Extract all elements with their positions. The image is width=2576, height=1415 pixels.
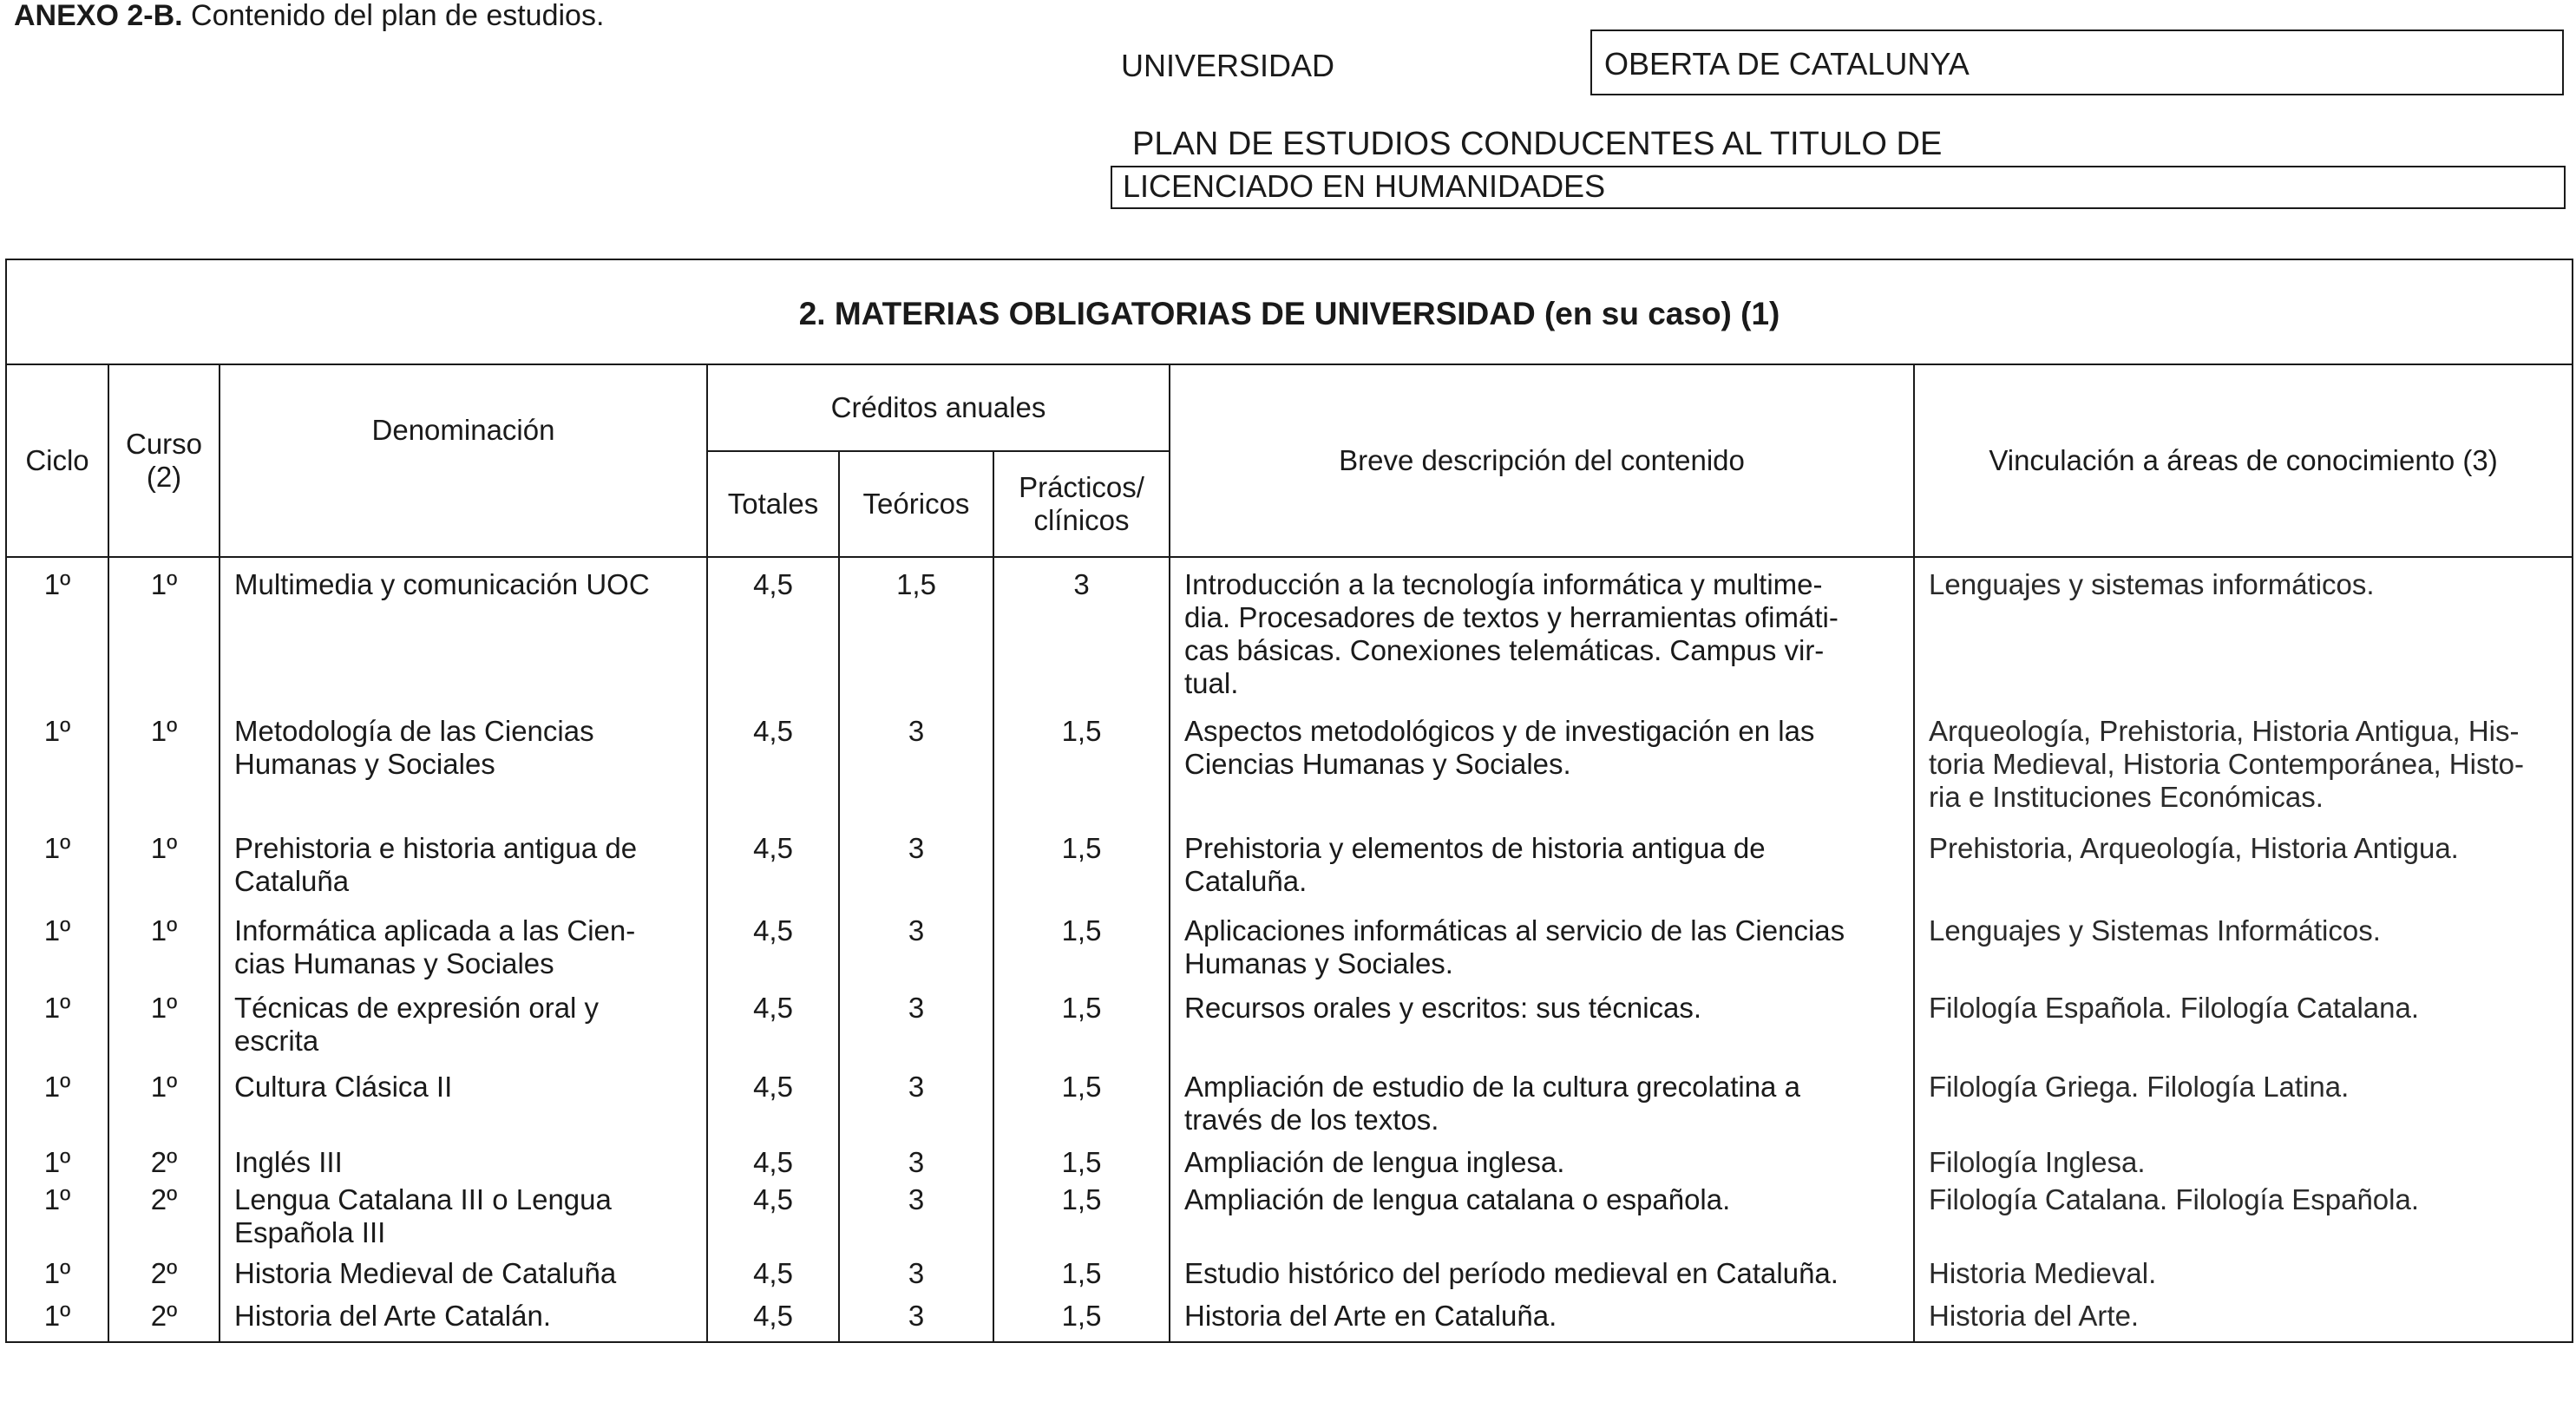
cell-practicos: 1,5 — [993, 1145, 1170, 1182]
cell-ciclo: 1º — [6, 557, 108, 714]
cell-practicos: 1,5 — [993, 1256, 1170, 1299]
table-title: 2. MATERIAS OBLIGATORIAS DE UNIVERSIDAD (en su caso) (1) — [6, 259, 2573, 364]
cell-practicos: 1,5 — [993, 914, 1170, 991]
annex-heading — [14, 0, 604, 31]
cell-denominacion: Historia Medieval de Cataluña — [220, 1256, 707, 1299]
table-row — [6, 1299, 2573, 1342]
cell-vinculacion: Prehistoria, Arqueología, Historia Antigua. — [1914, 831, 2573, 914]
cell-teoricos: 3 — [839, 914, 993, 991]
university-value: OBERTA DE CATALUNYA — [1590, 29, 2564, 95]
cell-ciclo: 1º — [6, 991, 108, 1070]
cell-practicos: 1,5 — [993, 1070, 1170, 1145]
cell-descripcion: Recursos orales y escritos: sus técnicas. — [1170, 991, 1914, 1070]
cell-denominacion: Cultura Clásica II — [220, 1070, 707, 1145]
table-row — [6, 1145, 2573, 1182]
col-ciclo-header: Ciclo — [6, 364, 108, 557]
cell-teoricos: 3 — [839, 1256, 993, 1299]
cell-descripcion: Historia del Arte en Cataluña. — [1170, 1299, 1914, 1342]
cell-ciclo: 1º — [6, 831, 108, 914]
cell-denominacion: Técnicas de expresión oral y escrita — [220, 991, 707, 1070]
cell-teoricos: 3 — [839, 1299, 993, 1342]
cell-totales: 4,5 — [707, 1145, 839, 1182]
cell-ciclo: 1º — [6, 1182, 108, 1256]
cell-denominacion: Metodología de las Ciencias Humanas y Sociales — [220, 714, 707, 831]
col-practicos-header: Prácticos/ clínicos — [993, 451, 1170, 557]
cell-teoricos: 3 — [839, 991, 993, 1070]
cell-curso: 1º — [108, 914, 220, 991]
cell-descripcion: Aspectos metodológicos y de investigación en las Ciencias Humanas y Sociales. — [1170, 714, 1914, 831]
col-denominacion-header: Denominación — [220, 364, 707, 557]
annex-text: Contenido del plan de estudios. — [191, 0, 605, 32]
cell-curso: 2º — [108, 1145, 220, 1182]
plan-value: LICENCIADO EN HUMANIDADES — [1111, 166, 2566, 209]
cell-denominacion: Inglés III — [220, 1145, 707, 1182]
cell-totales: 4,5 — [707, 1182, 839, 1256]
cell-vinculacion: Lenguajes y sistemas informáticos. — [1914, 557, 2573, 714]
cell-teoricos: 3 — [839, 831, 993, 914]
cell-vinculacion: Historia Medieval. — [1914, 1256, 2573, 1299]
cell-denominacion: Lengua Catalana III o Lengua Española III — [220, 1182, 707, 1256]
cell-totales: 4,5 — [707, 991, 839, 1070]
cell-vinculacion: Filología Griega. Filología Latina. — [1914, 1070, 2573, 1145]
cell-teoricos: 1,5 — [839, 557, 993, 714]
cell-descripcion: Ampliación de lengua inglesa. — [1170, 1145, 1914, 1182]
col-descripcion-header: Breve descripción del contenido — [1170, 364, 1914, 557]
table-row — [6, 1182, 2573, 1256]
cell-practicos: 1,5 — [993, 714, 1170, 831]
cell-totales: 4,5 — [707, 1070, 839, 1145]
cell-vinculacion: Filología Española. Filología Catalana. — [1914, 991, 2573, 1070]
plan-label: PLAN DE ESTUDIOS CONDUCENTES AL TITULO DE — [1132, 126, 1943, 162]
university-label: UNIVERSIDAD — [1121, 48, 1335, 83]
cell-practicos: 1,5 — [993, 991, 1170, 1070]
cell-ciclo: 1º — [6, 1299, 108, 1342]
table-row — [6, 557, 2573, 714]
table-row — [6, 991, 2573, 1070]
annex-label: ANEXO 2-B. — [14, 0, 183, 32]
col-vinculacion-header: Vinculación a áreas de conocimiento (3) — [1914, 364, 2573, 557]
cell-curso: 1º — [108, 1070, 220, 1145]
cell-teoricos: 3 — [839, 714, 993, 831]
table-row — [6, 714, 2573, 831]
cell-totales: 4,5 — [707, 714, 839, 831]
cell-practicos: 3 — [993, 557, 1170, 714]
col-curso-header: Curso (2) — [108, 364, 220, 557]
cell-totales: 4,5 — [707, 557, 839, 714]
cell-teoricos: 3 — [839, 1145, 993, 1182]
subjects-table — [5, 259, 2573, 1343]
col-teoricos-header: Teóricos — [839, 451, 993, 557]
cell-totales: 4,5 — [707, 831, 839, 914]
cell-descripcion: Aplicaciones informáticas al servicio de las Ciencias Humanas y Sociales. — [1170, 914, 1914, 991]
cell-ciclo: 1º — [6, 1256, 108, 1299]
cell-practicos: 1,5 — [993, 1182, 1170, 1256]
cell-descripcion: Ampliación de lengua catalana o española. — [1170, 1182, 1914, 1256]
table-row — [6, 914, 2573, 991]
cell-ciclo: 1º — [6, 1070, 108, 1145]
cell-vinculacion: Filología Catalana. Filología Española. — [1914, 1182, 2573, 1256]
table-row — [6, 831, 2573, 914]
cell-curso: 1º — [108, 831, 220, 914]
cell-totales: 4,5 — [707, 914, 839, 991]
cell-ciclo: 1º — [6, 914, 108, 991]
cell-curso: 1º — [108, 714, 220, 831]
cell-denominacion: Informática aplicada a las Cien- cias Humanas y Sociales — [220, 914, 707, 991]
cell-curso: 2º — [108, 1256, 220, 1299]
cell-curso: 2º — [108, 1182, 220, 1256]
cell-practicos: 1,5 — [993, 831, 1170, 914]
cell-descripcion: Introducción a la tecnología informática y multime- dia. Procesadores de textos y herramientas ofimáti- cas básicas. Conexiones telemáticas. Campus vir- tual. — [1170, 557, 1914, 714]
table-row — [6, 1256, 2573, 1299]
col-creditos-header: Créditos anuales — [707, 364, 1170, 451]
cell-vinculacion: Arqueología, Prehistoria, Historia Antigua, His- toria Medieval, Historia Contemporánea, Histo- ria e Instituciones Económicas. — [1914, 714, 2573, 831]
cell-practicos: 1,5 — [993, 1299, 1170, 1342]
table-body — [6, 557, 2573, 1342]
table-row — [6, 1070, 2573, 1145]
cell-vinculacion: Historia del Arte. — [1914, 1299, 2573, 1342]
cell-denominacion: Historia del Arte Catalán. — [220, 1299, 707, 1342]
cell-descripcion: Prehistoria y elementos de historia antigua de Cataluña. — [1170, 831, 1914, 914]
col-totales-header: Totales — [707, 451, 839, 557]
cell-curso: 2º — [108, 1299, 220, 1342]
cell-curso: 1º — [108, 557, 220, 714]
cell-descripcion: Estudio histórico del período medieval en Cataluña. — [1170, 1256, 1914, 1299]
cell-vinculacion: Filología Inglesa. — [1914, 1145, 2573, 1182]
cell-descripcion: Ampliación de estudio de la cultura grecolatina a través de los textos. — [1170, 1070, 1914, 1145]
cell-denominacion: Multimedia y comunicación UOC — [220, 557, 707, 714]
cell-denominacion: Prehistoria e historia antigua de Cataluña — [220, 831, 707, 914]
cell-teoricos: 3 — [839, 1182, 993, 1256]
cell-teoricos: 3 — [839, 1070, 993, 1145]
cell-vinculacion: Lenguajes y Sistemas Informáticos. — [1914, 914, 2573, 991]
cell-totales: 4,5 — [707, 1256, 839, 1299]
cell-totales: 4,5 — [707, 1299, 839, 1342]
cell-curso: 1º — [108, 991, 220, 1070]
cell-ciclo: 1º — [6, 714, 108, 831]
cell-ciclo: 1º — [6, 1145, 108, 1182]
